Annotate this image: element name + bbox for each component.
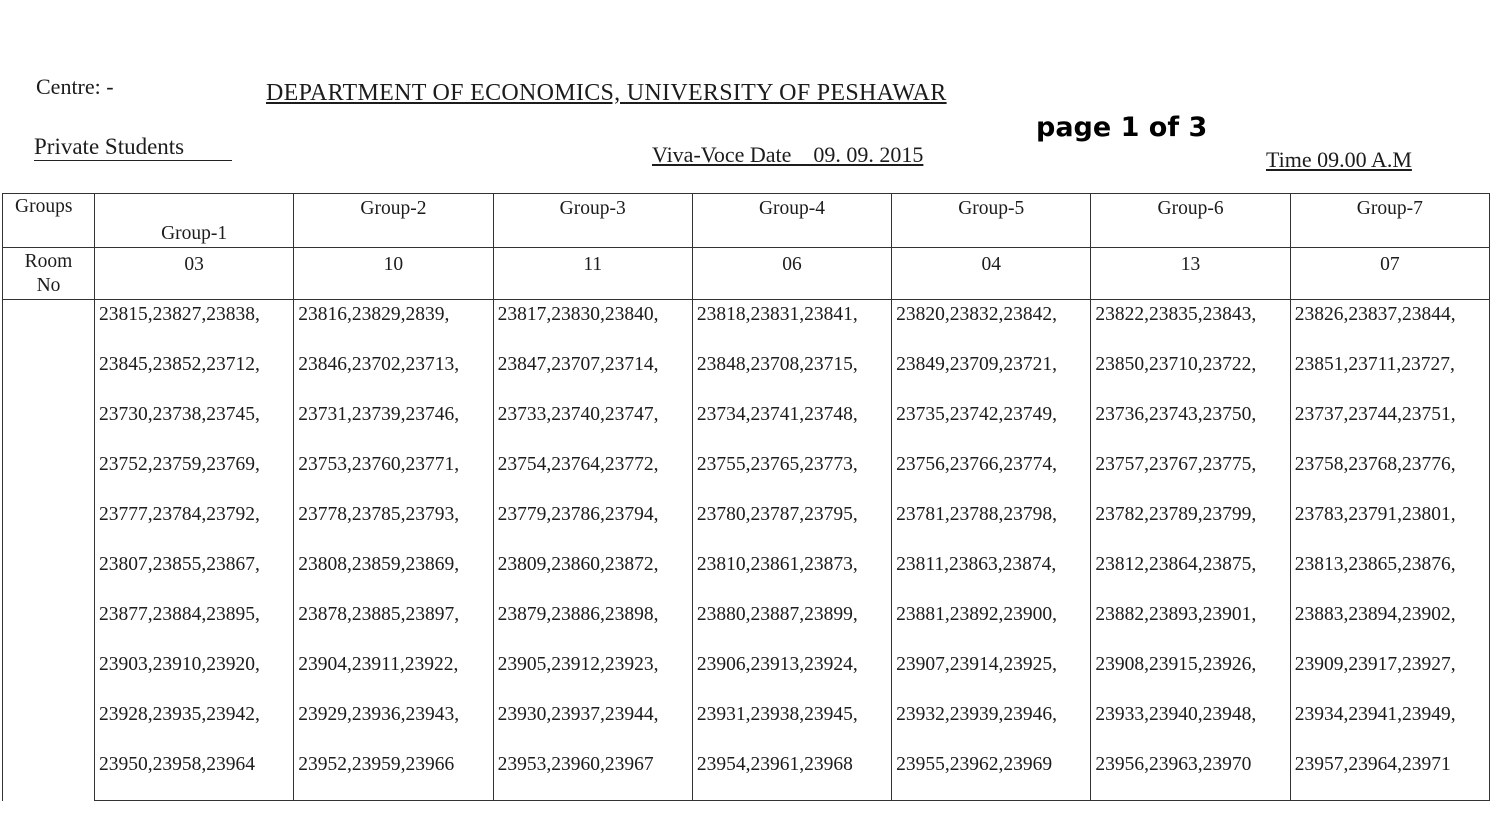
roll-numbers-line: 23904,23911,23922, xyxy=(298,654,459,675)
group-header-row xyxy=(3,194,1490,248)
roll-numbers-line: 23881,23892,23900, xyxy=(896,604,1057,625)
roll-numbers-line: 23957,23964,23971 xyxy=(1294,754,1451,775)
roll-numbers-column xyxy=(692,300,891,801)
roll-numbers-line: 23877,23884,23895, xyxy=(99,604,260,625)
roll-numbers-column xyxy=(1091,300,1290,801)
viva-schedule-table xyxy=(2,193,1490,801)
roll-numbers-line: 23932,23939,23946, xyxy=(896,704,1057,725)
room-label-line: Room xyxy=(24,251,73,272)
roll-numbers-line: 23955,23962,23969 xyxy=(896,754,1053,775)
roll-numbers-line: 23733,23740,23747, xyxy=(497,404,659,425)
roll-numbers-line: 23849,23709,23721, xyxy=(896,354,1057,375)
group-header: Group-5 xyxy=(892,194,1091,248)
students-category: Private Students xyxy=(34,134,232,161)
roll-numbers-line: 23816,23829,2839, xyxy=(298,304,450,325)
roll-numbers-line: 23783,23791,23801, xyxy=(1294,504,1456,525)
room-label xyxy=(3,248,95,300)
roll-numbers-column xyxy=(1290,300,1489,801)
roll-numbers-line: 23808,23859,23869, xyxy=(298,554,460,575)
roll-numbers-row xyxy=(3,300,1490,801)
roll-numbers-line: 23909,23917,23927, xyxy=(1294,654,1456,675)
room-number: 04 xyxy=(892,248,1091,300)
roll-numbers-line: 23818,23831,23841, xyxy=(696,304,858,325)
group-header: Group-6 xyxy=(1091,194,1290,248)
room-number: 03 xyxy=(95,248,294,300)
roll-numbers-line: 23778,23785,23793, xyxy=(298,504,460,525)
roll-numbers-line: 23757,23767,23775, xyxy=(1095,454,1257,475)
group-header: Group-7 xyxy=(1290,194,1489,248)
roll-numbers-line: 23813,23865,23876, xyxy=(1294,554,1456,575)
roll-numbers-line: 23780,23787,23795, xyxy=(696,504,858,525)
roll-numbers-line: 23934,23941,23949, xyxy=(1294,704,1456,725)
roll-numbers-line: 23815,23827,23838, xyxy=(99,304,260,325)
roll-numbers-line: 23782,23789,23799, xyxy=(1095,504,1257,525)
group-header: Group-1 xyxy=(95,194,294,248)
roll-numbers-line: 23781,23788,23798, xyxy=(896,504,1057,525)
roll-numbers-line: 23930,23937,23944, xyxy=(497,704,659,725)
roll-numbers-line: 23777,23784,23792, xyxy=(99,504,260,525)
roll-numbers-line: 23817,23830,23840, xyxy=(497,304,659,325)
roll-numbers-line: 23812,23864,23875, xyxy=(1095,554,1257,575)
roll-numbers-line: 23907,23914,23925, xyxy=(896,654,1057,675)
page-indicator: page 1 of 3 xyxy=(1036,112,1208,143)
empty-cell xyxy=(3,300,95,801)
roll-numbers-line: 23730,23738,23745, xyxy=(99,404,260,425)
roll-numbers-line: 23908,23915,23926, xyxy=(1095,654,1257,675)
centre-label: Centre: - xyxy=(36,74,114,99)
roll-numbers-line: 23846,23702,23713, xyxy=(298,354,460,375)
roll-numbers-line: 23953,23960,23967 xyxy=(497,754,654,775)
roll-numbers-line: 23850,23710,23722, xyxy=(1095,354,1257,375)
roll-numbers-column xyxy=(892,300,1091,801)
viva-voce-date: Viva-Voce Date 09. 09. 2015 xyxy=(652,142,924,167)
roll-numbers-line: 23905,23912,23923, xyxy=(497,654,659,675)
roll-numbers-line: 23820,23832,23842, xyxy=(896,304,1057,325)
roll-numbers-line: 23931,23938,23945, xyxy=(696,704,858,725)
roll-numbers-line: 23956,23963,23970 xyxy=(1095,754,1252,775)
roll-numbers-line: 23928,23935,23942, xyxy=(99,704,260,725)
roll-numbers-line: 23952,23959,23966 xyxy=(298,754,455,775)
roll-numbers-line: 23929,23936,23943, xyxy=(298,704,460,725)
roll-numbers-line: 23883,23894,23902, xyxy=(1294,604,1456,625)
groups-label: Groups xyxy=(3,194,95,248)
roll-numbers-line: 23847,23707,23714, xyxy=(497,354,659,375)
room-number: 06 xyxy=(692,248,891,300)
roll-numbers-line: 23735,23742,23749, xyxy=(896,404,1057,425)
roll-numbers-column xyxy=(95,300,294,801)
roll-numbers-line: 23822,23835,23843, xyxy=(1095,304,1257,325)
group-header: Group-4 xyxy=(692,194,891,248)
room-number: 07 xyxy=(1290,248,1489,300)
exam-time: Time 09.00 A.M xyxy=(1266,147,1412,172)
roll-numbers-line: 23811,23863,23874, xyxy=(896,554,1057,575)
room-number: 11 xyxy=(493,248,692,300)
room-row xyxy=(3,248,1490,300)
roll-numbers-line: 23779,23786,23794, xyxy=(497,504,659,525)
roll-numbers-line: 23906,23913,23924, xyxy=(696,654,858,675)
roll-numbers-line: 23754,23764,23772, xyxy=(497,454,659,475)
roll-numbers-line: 23807,23855,23867, xyxy=(99,554,260,575)
roll-numbers-line: 23903,23910,23920, xyxy=(99,654,260,675)
room-number: 13 xyxy=(1091,248,1290,300)
group-header: Group-3 xyxy=(493,194,692,248)
group-header: Group-2 xyxy=(294,194,493,248)
roll-numbers-line: 23933,23940,23948, xyxy=(1095,704,1257,725)
roll-numbers-line: 23737,23744,23751, xyxy=(1294,404,1456,425)
roll-numbers-column xyxy=(294,300,493,801)
roll-numbers-line: 23880,23887,23899, xyxy=(696,604,858,625)
roll-numbers-line: 23752,23759,23769, xyxy=(99,454,260,475)
roll-numbers-line: 23810,23861,23873, xyxy=(696,554,858,575)
roll-numbers-line: 23879,23886,23898, xyxy=(497,604,659,625)
department-title: DEPARTMENT OF ECONOMICS, UNIVERSITY OF PESHAWAR xyxy=(266,80,947,106)
roll-numbers-line: 23845,23852,23712, xyxy=(99,354,260,375)
roll-numbers-line: 23950,23958,23964 xyxy=(99,754,255,775)
roll-numbers-line: 23755,23765,23773, xyxy=(696,454,858,475)
roll-numbers-line: 23882,23893,23901, xyxy=(1095,604,1257,625)
roll-numbers-line: 23736,23743,23750, xyxy=(1095,404,1257,425)
roll-numbers-line: 23809,23860,23872, xyxy=(497,554,659,575)
roll-numbers-line: 23826,23837,23844, xyxy=(1294,304,1456,325)
room-label-line: No xyxy=(36,275,61,296)
roll-numbers-line: 23851,23711,23727, xyxy=(1294,354,1455,375)
roll-numbers-line: 23954,23961,23968 xyxy=(696,754,853,775)
roll-numbers-line: 23848,23708,23715, xyxy=(696,354,858,375)
room-number: 10 xyxy=(294,248,493,300)
roll-numbers-line: 23758,23768,23776, xyxy=(1294,454,1456,475)
roll-numbers-line: 23734,23741,23748, xyxy=(696,404,858,425)
roll-numbers-line: 23753,23760,23771, xyxy=(298,454,460,475)
roll-numbers-line: 23878,23885,23897, xyxy=(298,604,460,625)
roll-numbers-line: 23731,23739,23746, xyxy=(298,404,460,425)
roll-numbers-column xyxy=(493,300,692,801)
roll-numbers-line: 23756,23766,23774, xyxy=(896,454,1057,475)
